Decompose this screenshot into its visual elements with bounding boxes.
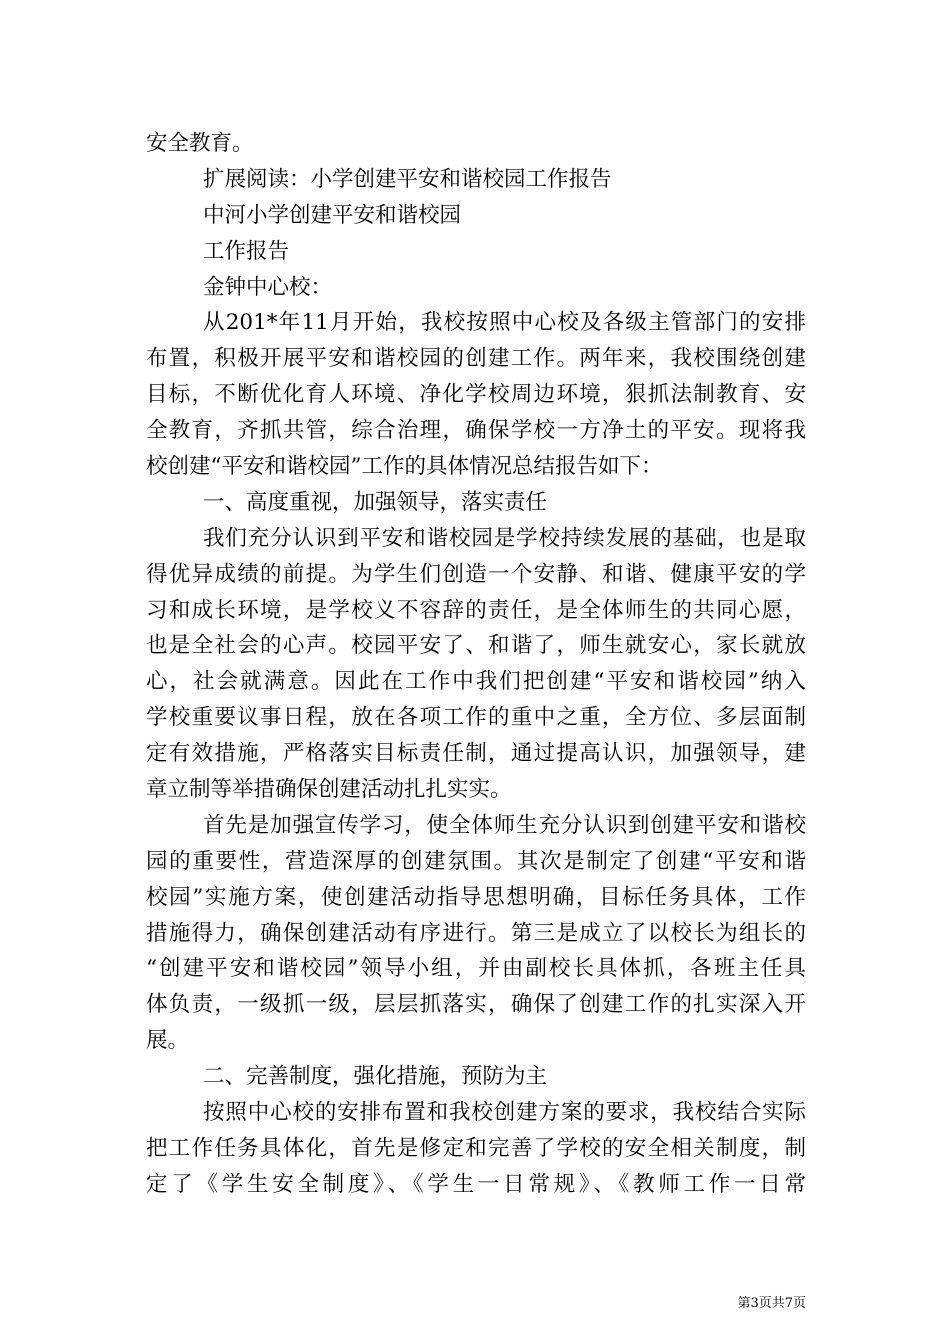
text-line: 布置，积极开展平安和谐校园的创建工作。两年来，我校围绕创建: [146, 346, 806, 372]
text-line: 扩展阅读：小学创建平安和谐校园工作报告: [203, 166, 612, 192]
text-line: 一、高度重视，加强领导，落实责任: [203, 489, 548, 515]
text-line: 园的重要性，营造深厚的创建氛围。其次是制定了创建“平安和谐: [146, 848, 806, 874]
text-line: 首先是加强宣传学习，使全体师生充分认识到创建平安和谐校: [203, 812, 806, 838]
text-line: 金钟中心校：: [203, 274, 333, 300]
text-line: 章立制等举措确保创建活动扎扎实实。: [146, 777, 512, 803]
text-line: “创建平安和谐校园”领导小组，并由副校长具体抓，各班主任具: [146, 956, 806, 982]
text-line: 安全教育。: [146, 131, 254, 156]
text-line: 校创建“平安和谐校园”工作的具体情况总结报告如下：: [146, 454, 663, 480]
text-line: 习和成长环境，是学校义不容辞的责任，是全体师生的共同心愿，: [146, 597, 806, 623]
text-line: 二、完善制度，强化措施，预防为主: [203, 1064, 548, 1090]
text-line: 把工作任务具体化，首先是修定和完善了学校的安全相关制度，制: [146, 1135, 806, 1161]
page-number: 第3页共7页: [737, 1296, 806, 1311]
text-line: 我们充分认识到平安和谐校园是学校持续发展的基础，也是取: [203, 525, 806, 551]
text-line: 目标，不断优化育人环境、净化学校周边环境，狠抓法制教育、安: [146, 382, 806, 408]
text-line: 工作报告: [203, 238, 290, 264]
text-line: 心，社会就满意。因此在工作中我们把创建“平安和谐校园”纳入: [146, 669, 806, 695]
document-body: [146, 126, 806, 1203]
text-line: 定有效措施，严格落实目标责任制，通过提高认识，加强领导，建: [146, 741, 806, 767]
text-line: 从201*年11月开始，我校按照中心校及各级主管部门的安排: [203, 310, 806, 336]
text-line: 措施得力，确保创建活动有序进行。第三是成立了以校长为组长的: [146, 920, 806, 946]
text-line: 学校重要议事日程，放在各项工作的重中之重，全方位、多层面制: [146, 705, 806, 731]
text-line: 展。: [146, 1028, 190, 1054]
text-line: 校园”实施方案，使创建活动指导思想明确，目标任务具体，工作: [146, 884, 806, 910]
text-line: 得优异成绩的前提。为学生们创造一个安静、和谐、健康平安的学: [146, 561, 806, 587]
text-line: 中河小学创建平安和谐校园: [203, 202, 462, 228]
text-line: 定了《学生安全制度》、《学生一日常规》、《教师工作一日常: [146, 1171, 806, 1197]
text-line: 体负责，一级抓一级，层层抓落实，确保了创建工作的扎实深入开: [146, 992, 806, 1018]
text-line: 按照中心校的安排布置和我校创建方案的要求，我校结合实际: [203, 1100, 806, 1126]
text-line: 也是全社会的心声。校园平安了、和谐了，师生就安心，家长就放: [146, 633, 806, 659]
text-line: 全教育，齐抓共管，综合治理，确保学校一方净土的平安。现将我: [146, 418, 806, 444]
